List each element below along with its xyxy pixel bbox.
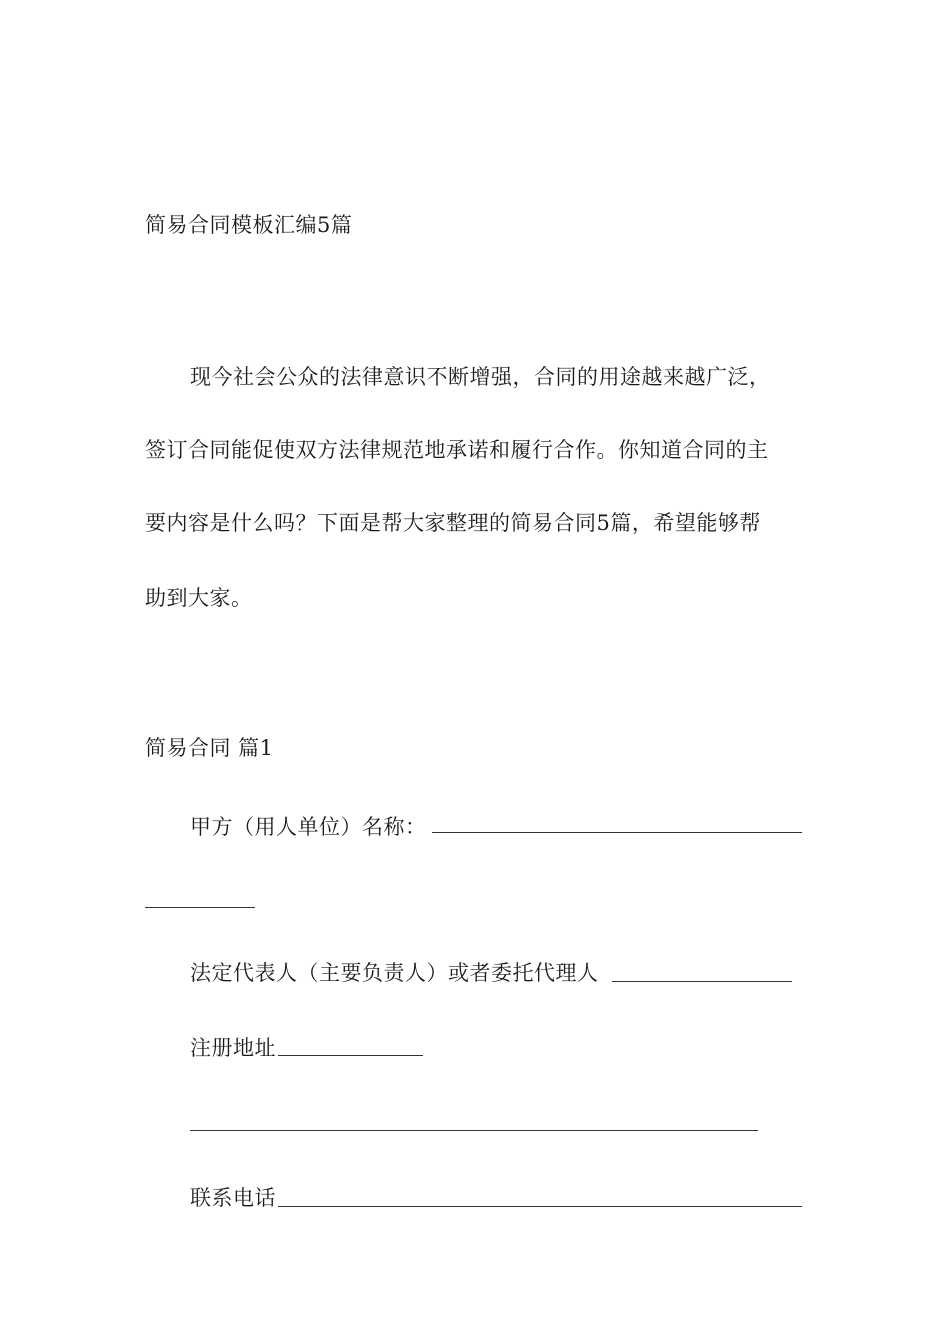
party-a-name-blank (432, 832, 802, 833)
phone-blank (278, 1206, 802, 1207)
intro-line-3: 要内容是什么吗？下面是帮大家整理的简易合同5篇，希望能够帮 (145, 511, 761, 535)
address-label: 注册地址 (190, 1036, 276, 1060)
intro-line-2: 签订合同能促使双方法律规范地承诺和履行合作。你知道合同的主 (145, 438, 769, 462)
address-blank-continued (190, 1130, 758, 1131)
party-a-name-label: 甲方（用人单位）名称： (190, 815, 427, 839)
intro-line-4: 助到大家。 (145, 586, 253, 610)
party-a-name-blank-continued (145, 907, 255, 908)
section-heading: 简易合同 篇1 (145, 736, 274, 760)
document-title: 简易合同模板汇编5篇 (145, 213, 353, 237)
address-blank (278, 1055, 423, 1056)
phone-label: 联系电话 (190, 1186, 276, 1210)
legal-rep-blank (612, 981, 792, 982)
legal-rep-label: 法定代表人（主要负责人）或者委托代理人 (190, 961, 599, 985)
intro-line-1: 现今社会公众的法律意识不断增强，合同的用途越来越广泛， (190, 365, 771, 389)
